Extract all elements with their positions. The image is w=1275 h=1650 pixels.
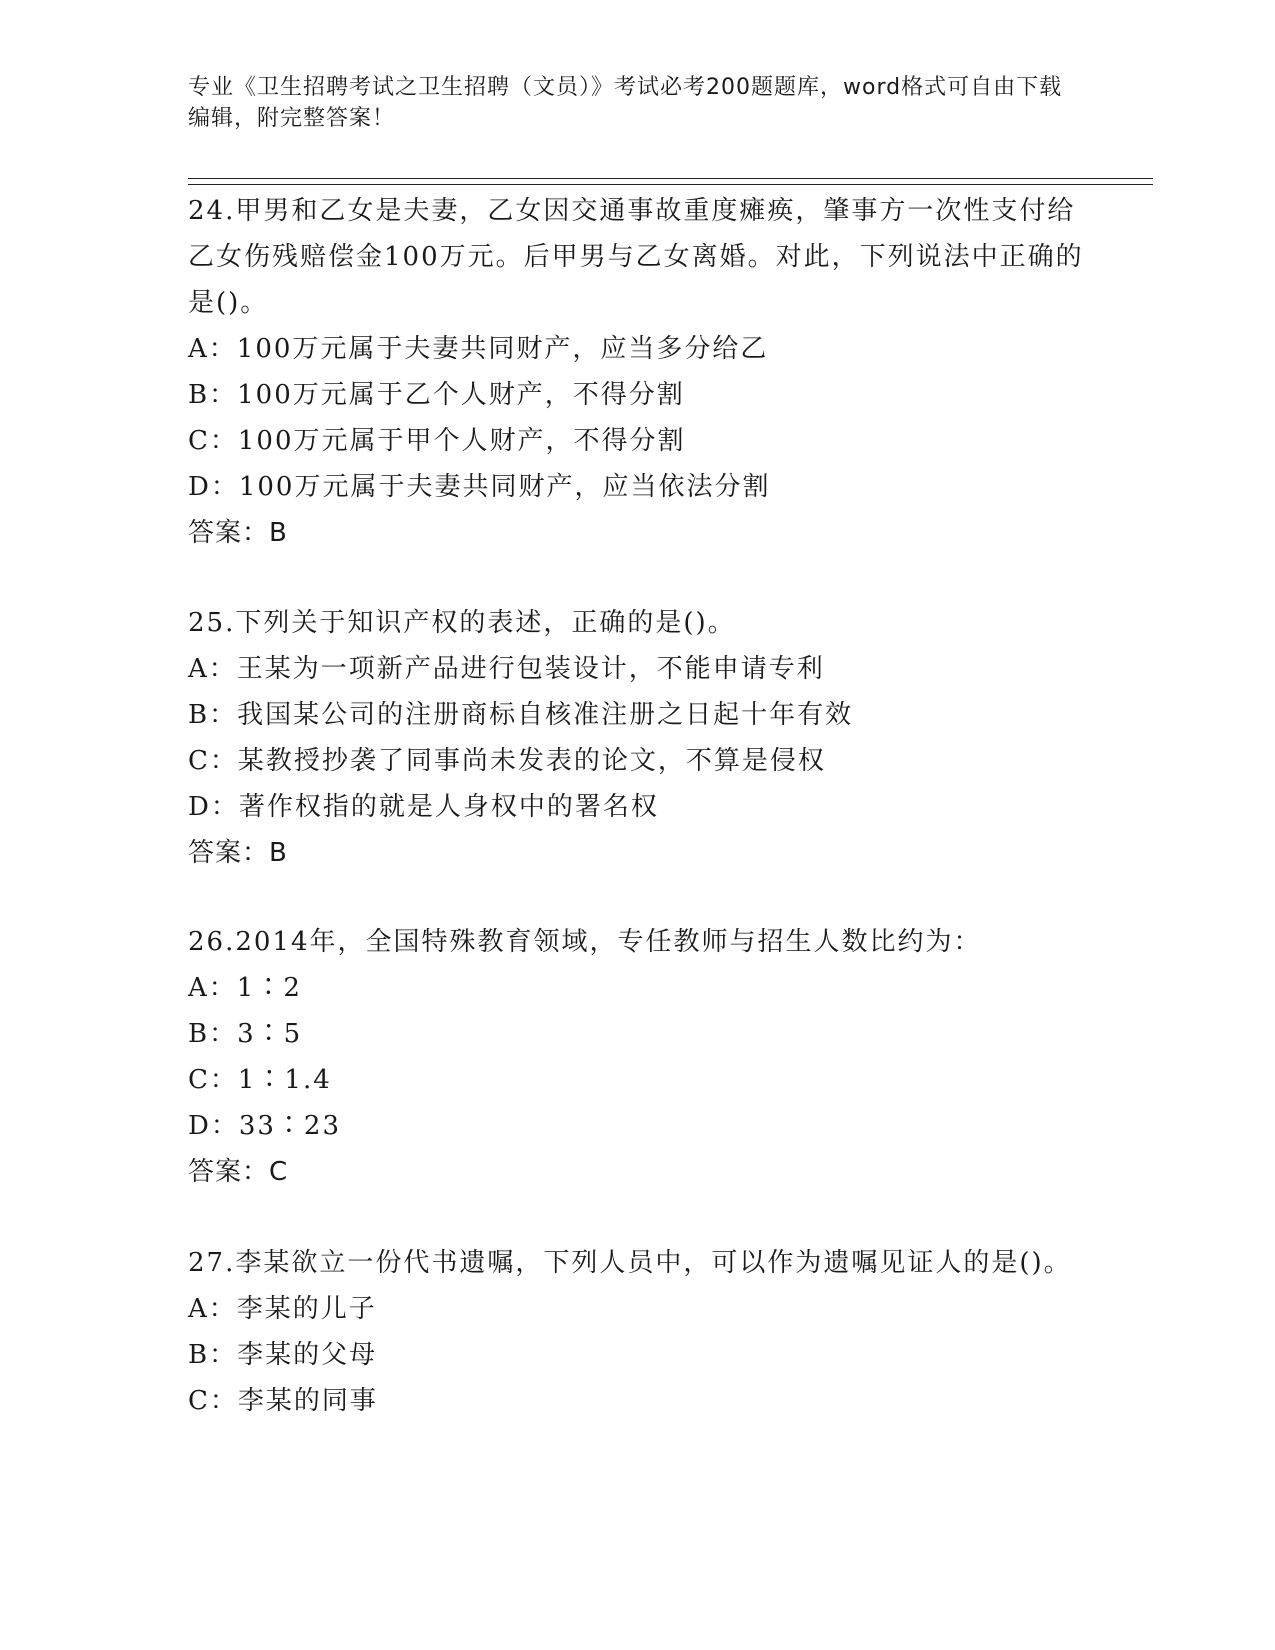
question-stem: 24.甲男和乙女是夫妻，乙女因交通事故重度瘫痪，肇事方一次性支付给乙女伤残赔偿金100万元。后甲男与乙女离婚。对此，下列说法中正确的是()。 [188,196,1084,318]
question-25 [188,600,1088,876]
option-d: D：33∶23 [188,1111,342,1141]
header-divider-top [188,178,1153,179]
option-c: C：某教授抄袭了同事尚未发表的论文，不算是侵权 [188,746,826,776]
option-b: B：李某的父母 [188,1340,378,1370]
option-c: C：1∶1.4 [188,1065,332,1095]
option-a: A：李某的儿子 [188,1294,377,1324]
question-stem: 26.2014年，全国特殊教育领域，专任教师与招生人数比约为： [188,927,982,957]
answer-line: 答案：B [188,518,288,548]
answer-line: 答案：C [188,1157,289,1187]
question-stem: 27.李某欲立一份代书遗嘱，下列人员中，可以作为遗嘱见证人的是()。 [188,1248,1072,1278]
option-c: C：李某的同事 [188,1386,378,1416]
question-24 [188,188,1088,556]
option-b: B：100万元属于乙个人财产，不得分割 [188,380,685,410]
option-a: A：100万元属于夫妻共同财产，应当多分给乙 [188,334,769,364]
question-stem: 25.下列关于知识产权的表述，正确的是()。 [188,608,736,638]
option-d: D：著作权指的就是人身权中的署名权 [188,792,659,822]
answer-line: 答案：B [188,838,288,868]
document-header: 专业《卫生招聘考试之卫生招聘（文员）》考试必考200题题库，word格式可自由下载编辑，附完整答案！ [188,75,1063,131]
option-d: D：100万元属于夫妻共同财产，应当依法分割 [188,472,771,502]
option-b: B：我国某公司的注册商标自核准注册之日起十年有效 [188,700,854,730]
option-a: A：1∶2 [188,973,302,1003]
option-a: A：王某为一项新产品进行包装设计，不能申请专利 [188,654,825,684]
question-27 [188,1240,1088,1424]
header-divider-bottom [188,184,1153,185]
question-26 [188,919,1088,1195]
option-c: C：100万元属于甲个人财产，不得分割 [188,426,686,456]
option-b: B：3∶5 [188,1019,303,1049]
